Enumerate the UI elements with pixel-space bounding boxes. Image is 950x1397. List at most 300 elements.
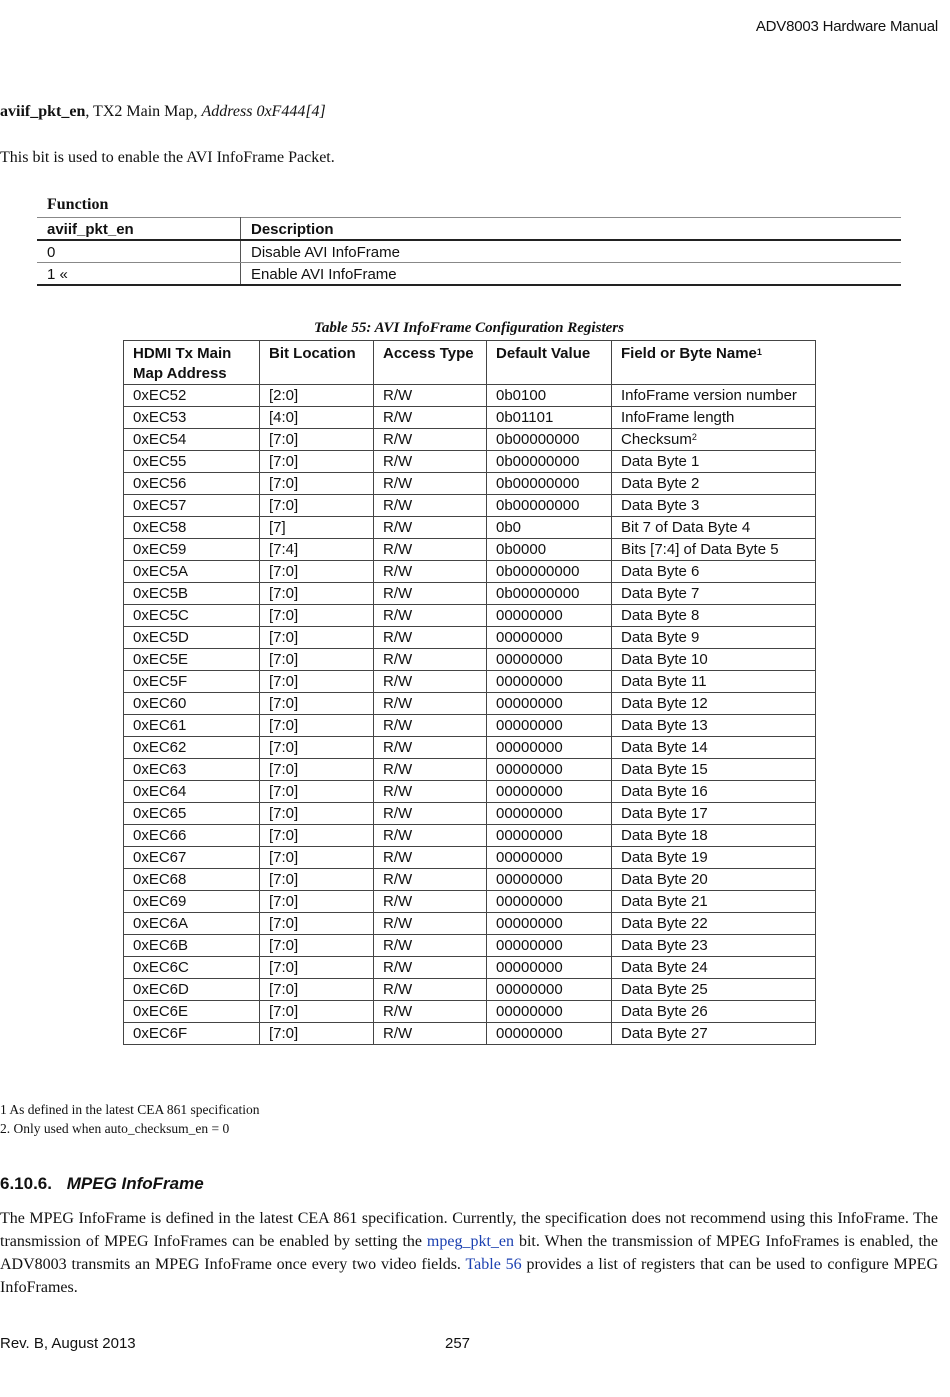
cell-field-name-text: Bit 7 of Data Byte 4 xyxy=(621,519,751,536)
table-row xyxy=(124,1001,816,1023)
paragraph-text: The MPEG InfoFrame is defined in the latest CEA 861 specification. Currently, the specification does not recommend using this InfoFrame. The transmission of MPEG InfoFrames can be enabled by setting the xyxy=(0,1210,938,1250)
section-number: 6.10.6. xyxy=(0,1174,52,1193)
cell-access-type-text: R/W xyxy=(383,739,413,756)
function-description: Enable AVI InfoFrame xyxy=(241,263,902,286)
cell-field-name-text: Data Byte 6 xyxy=(621,563,700,580)
cell-bit-location-text: [7:0] xyxy=(269,695,299,712)
cell-field-name xyxy=(612,1001,816,1023)
link-table-56[interactable]: Table 56 xyxy=(465,1256,522,1273)
cell-bit-location-text: [7:0] xyxy=(269,563,299,580)
table-row xyxy=(124,495,816,517)
cell-default-value-text: 00000000 xyxy=(496,607,563,624)
cell-access-type xyxy=(374,759,487,781)
table-row xyxy=(124,891,816,913)
cell-address xyxy=(124,517,260,539)
cell-field-name xyxy=(612,979,816,1001)
function-value: 1 « xyxy=(37,263,241,286)
cell-access-type-text: R/W xyxy=(383,519,413,536)
cell-default-value xyxy=(487,847,612,869)
cell-field-name-text: Checksum xyxy=(621,431,692,448)
header-field-name-text: Field or Byte Name xyxy=(621,345,757,362)
header-default-value: Default Value xyxy=(487,341,612,385)
cell-access-type-text: R/W xyxy=(383,695,413,712)
cell-address-text: 0xEC6A xyxy=(133,915,189,932)
cell-bit-location-text: [7:0] xyxy=(269,475,299,492)
cell-address xyxy=(124,803,260,825)
cell-address-text: 0xEC61 xyxy=(133,717,187,734)
cell-address xyxy=(124,869,260,891)
function-table-row xyxy=(37,240,901,263)
function-header-description: Description xyxy=(241,218,902,241)
cell-address-text: 0xEC5C xyxy=(133,607,189,624)
cell-field-name xyxy=(612,957,816,979)
cell-bit-location-text: [7:0] xyxy=(269,761,299,778)
cell-default-value-text: 00000000 xyxy=(496,849,563,866)
cell-field-name-text: Data Byte 14 xyxy=(621,739,708,756)
cell-access-type-text: R/W xyxy=(383,629,413,646)
cell-field-name xyxy=(612,825,816,847)
cell-address xyxy=(124,429,260,451)
cell-bit-location-text: [7:0] xyxy=(269,607,299,624)
cell-field-name-text: Data Byte 16 xyxy=(621,783,708,800)
cell-address-text: 0xEC52 xyxy=(133,387,187,404)
cell-access-type xyxy=(374,407,487,429)
cell-address-text: 0xEC62 xyxy=(133,739,187,756)
cell-field-name xyxy=(612,715,816,737)
cell-address xyxy=(124,561,260,583)
cell-field-name-text: Data Byte 2 xyxy=(621,475,700,492)
cell-access-type xyxy=(374,847,487,869)
cell-address xyxy=(124,385,260,407)
cell-bit-location-text: [7:0] xyxy=(269,871,299,888)
cell-default-value-text: 0b00000000 xyxy=(496,585,580,602)
cell-field-name xyxy=(612,539,816,561)
table-row xyxy=(124,385,816,407)
cell-field-name-text: Data Byte 17 xyxy=(621,805,708,822)
cell-field-name xyxy=(612,407,816,429)
cell-field-name xyxy=(612,517,816,539)
cell-access-type-text: R/W xyxy=(383,827,413,844)
cell-default-value-text: 00000000 xyxy=(496,673,563,690)
cell-default-value xyxy=(487,429,612,451)
cell-field-name-text: Data Byte 22 xyxy=(621,915,708,932)
cell-field-name xyxy=(612,803,816,825)
cell-field-name-text: Data Byte 10 xyxy=(621,651,708,668)
cell-field-name xyxy=(612,671,816,693)
cell-default-value-text: 0b00000000 xyxy=(496,431,580,448)
cell-field-name xyxy=(612,605,816,627)
cell-address xyxy=(124,1001,260,1023)
cell-access-type-text: R/W xyxy=(383,387,413,404)
cell-field-name xyxy=(612,737,816,759)
cell-bit-location xyxy=(260,539,374,561)
cell-access-type xyxy=(374,539,487,561)
cell-bit-location xyxy=(260,693,374,715)
cell-access-type xyxy=(374,803,487,825)
table-row xyxy=(124,913,816,935)
cell-address-text: 0xEC6D xyxy=(133,981,189,998)
table-row xyxy=(124,825,816,847)
cell-address xyxy=(124,1023,260,1045)
cell-access-type-text: R/W xyxy=(383,673,413,690)
cell-bit-location-text: [7:0] xyxy=(269,915,299,932)
cell-address-text: 0xEC69 xyxy=(133,893,187,910)
table-row xyxy=(124,693,816,715)
cell-default-value xyxy=(487,451,612,473)
table-row xyxy=(124,847,816,869)
table-row xyxy=(124,539,816,561)
cell-bit-location-text: [7:0] xyxy=(269,827,299,844)
cell-address-text: 0xEC6C xyxy=(133,959,189,976)
cell-access-type xyxy=(374,671,487,693)
link-mpeg-pkt-en[interactable]: mpeg_pkt_en xyxy=(426,1233,515,1250)
paragraph-text: provides a list of registers that can be used to configure MPEG InfoFrames. xyxy=(0,1256,939,1296)
cell-default-value xyxy=(487,561,612,583)
cell-bit-location xyxy=(260,803,374,825)
paragraph-text: bit. When the transmission of MPEG InfoFrames is enabled, the ADV8003 transmits an MPEG InfoFrame once every two video fields. xyxy=(0,1233,938,1273)
cell-address-text: 0xEC5A xyxy=(133,563,189,580)
cell-access-type-text: R/W xyxy=(383,871,413,888)
table-row xyxy=(124,451,816,473)
cell-default-value xyxy=(487,737,612,759)
cell-address xyxy=(124,671,260,693)
cell-bit-location xyxy=(260,715,374,737)
footnote-ref: 2 xyxy=(691,432,697,442)
cell-address xyxy=(124,759,260,781)
table-row xyxy=(124,1023,816,1045)
cell-default-value-text: 0b00000000 xyxy=(496,453,580,470)
cell-bit-location xyxy=(260,737,374,759)
cell-access-type xyxy=(374,781,487,803)
cell-address-text: 0xEC5D xyxy=(133,629,189,646)
cell-bit-location xyxy=(260,869,374,891)
cell-field-name-text: Data Byte 3 xyxy=(621,497,700,514)
cell-default-value-text: 0b0 xyxy=(496,519,522,536)
cell-address-text: 0xEC67 xyxy=(133,849,187,866)
table-row xyxy=(124,473,816,495)
cell-default-value xyxy=(487,583,612,605)
cell-bit-location-text: [7:0] xyxy=(269,849,299,866)
cell-access-type-text: R/W xyxy=(383,453,413,470)
cell-bit-location xyxy=(260,913,374,935)
register-map: , TX2 Main Map, xyxy=(85,103,202,120)
cell-default-value xyxy=(487,935,612,957)
cell-access-type-text: R/W xyxy=(383,893,413,910)
cell-address xyxy=(124,649,260,671)
cell-field-name xyxy=(612,1023,816,1045)
cell-default-value-text: 00000000 xyxy=(496,1025,563,1042)
cell-address-text: 0xEC66 xyxy=(133,827,187,844)
cell-bit-location xyxy=(260,759,374,781)
cell-default-value-text: 00000000 xyxy=(496,893,563,910)
cell-access-type-text: R/W xyxy=(383,431,413,448)
cell-bit-location-text: [7:0] xyxy=(269,629,299,646)
cell-bit-location xyxy=(260,517,374,539)
table-row xyxy=(124,407,816,429)
cell-default-value-text: 00000000 xyxy=(496,915,563,932)
cell-field-name xyxy=(612,495,816,517)
cell-field-name xyxy=(612,847,816,869)
cell-field-name-text: Data Byte 25 xyxy=(621,981,708,998)
cell-field-name-text: Data Byte 7 xyxy=(621,585,700,602)
cell-field-name xyxy=(612,627,816,649)
cell-access-type-text: R/W xyxy=(383,981,413,998)
cell-access-type xyxy=(374,869,487,891)
cell-field-name xyxy=(612,913,816,935)
cell-default-value xyxy=(487,715,612,737)
cell-bit-location-text: [7:0] xyxy=(269,497,299,514)
cell-address-text: 0xEC64 xyxy=(133,783,187,800)
cell-bit-location xyxy=(260,891,374,913)
cell-field-name xyxy=(612,781,816,803)
cell-access-type xyxy=(374,891,487,913)
function-table-header xyxy=(37,218,901,241)
cell-field-name xyxy=(612,451,816,473)
cell-field-name-text: Data Byte 1 xyxy=(621,453,700,470)
cell-field-name-text: Data Byte 9 xyxy=(621,629,700,646)
cell-default-value-text: 00000000 xyxy=(496,937,563,954)
cell-access-type-text: R/W xyxy=(383,497,413,514)
page-number: 257 xyxy=(445,1335,471,1352)
cell-default-value xyxy=(487,539,612,561)
cell-access-type xyxy=(374,429,487,451)
cell-default-value-text: 0b00000000 xyxy=(496,563,580,580)
cell-address-text: 0xEC5B xyxy=(133,585,189,602)
cell-address xyxy=(124,957,260,979)
cell-access-type-text: R/W xyxy=(383,409,413,426)
cell-default-value-text: 00000000 xyxy=(496,629,563,646)
table-row xyxy=(124,561,816,583)
cell-address xyxy=(124,979,260,1001)
cell-default-value xyxy=(487,891,612,913)
cell-field-name-text: Data Byte 13 xyxy=(621,717,708,734)
cell-address xyxy=(124,935,260,957)
cell-access-type-text: R/W xyxy=(383,915,413,932)
cell-bit-location xyxy=(260,649,374,671)
table-row xyxy=(124,627,816,649)
cell-bit-location xyxy=(260,1001,374,1023)
table-row xyxy=(124,803,816,825)
footnote-ref: 1 xyxy=(756,347,762,357)
cell-default-value xyxy=(487,759,612,781)
cell-bit-location-text: [7:0] xyxy=(269,1025,299,1042)
cell-field-name-text: Data Byte 18 xyxy=(621,827,708,844)
table-row xyxy=(124,671,816,693)
cell-field-name-text: Data Byte 26 xyxy=(621,1003,708,1020)
cell-field-name-text: Data Byte 21 xyxy=(621,893,708,910)
cell-address-text: 0xEC65 xyxy=(133,805,187,822)
cell-access-type xyxy=(374,935,487,957)
cell-default-value-text: 00000000 xyxy=(496,981,563,998)
cell-default-value xyxy=(487,825,612,847)
cell-address xyxy=(124,825,260,847)
cell-default-value xyxy=(487,473,612,495)
cell-bit-location xyxy=(260,473,374,495)
cell-field-name-text: Data Byte 15 xyxy=(621,761,708,778)
header-address: HDMI Tx Main Map Address xyxy=(124,341,260,385)
cell-address-text: 0xEC60 xyxy=(133,695,187,712)
cell-default-value-text: 00000000 xyxy=(496,1003,563,1020)
cell-default-value xyxy=(487,1001,612,1023)
header-bit-location: Bit Location xyxy=(260,341,374,385)
cell-field-name xyxy=(612,583,816,605)
cell-access-type-text: R/W xyxy=(383,651,413,668)
cell-bit-location xyxy=(260,825,374,847)
section-title: MPEG InfoFrame xyxy=(66,1174,204,1193)
cell-bit-location-text: [4:0] xyxy=(269,409,299,426)
footnote-2: 2. Only used when auto_checksum_en = 0 xyxy=(0,1121,230,1136)
cell-address xyxy=(124,715,260,737)
cell-address-text: 0xEC6B xyxy=(133,937,189,954)
cell-bit-location-text: [7:0] xyxy=(269,893,299,910)
footnote-1: 1 As defined in the latest CEA 861 specification xyxy=(0,1102,260,1117)
cell-access-type xyxy=(374,825,487,847)
cell-field-name xyxy=(612,473,816,495)
cell-field-name-text: Data Byte 23 xyxy=(621,937,708,954)
cell-default-value xyxy=(487,979,612,1001)
cell-access-type xyxy=(374,385,487,407)
table-caption: Table 55: AVI InfoFrame Configuration Registers xyxy=(314,320,624,336)
cell-default-value-text: 00000000 xyxy=(496,717,563,734)
cell-address-text: 0xEC57 xyxy=(133,497,187,514)
cell-default-value-text: 00000000 xyxy=(496,959,563,976)
cell-field-name-text: Bits [7:4] of Data Byte 5 xyxy=(621,541,779,558)
cell-bit-location-text: [7:0] xyxy=(269,717,299,734)
cell-default-value-text: 0b01101 xyxy=(496,409,554,426)
cell-access-type xyxy=(374,1023,487,1045)
cell-default-value xyxy=(487,671,612,693)
cell-access-type xyxy=(374,737,487,759)
cell-default-value-text: 00000000 xyxy=(496,695,563,712)
cell-default-value-text: 0b0100 xyxy=(496,387,547,404)
cell-default-value-text: 00000000 xyxy=(496,805,563,822)
cell-default-value xyxy=(487,693,612,715)
cell-default-value xyxy=(487,957,612,979)
cell-address xyxy=(124,781,260,803)
cell-field-name-text: Data Byte 20 xyxy=(621,871,708,888)
cell-default-value-text: 00000000 xyxy=(496,739,563,756)
cell-default-value xyxy=(487,803,612,825)
cell-bit-location-text: [7:4] xyxy=(269,541,299,558)
cell-address xyxy=(124,913,260,935)
cell-bit-location xyxy=(260,979,374,1001)
cell-default-value xyxy=(487,1023,612,1045)
cell-default-value xyxy=(487,495,612,517)
header-field-name xyxy=(612,341,816,385)
cell-address-text: 0xEC56 xyxy=(133,475,187,492)
cell-access-type xyxy=(374,583,487,605)
cell-bit-location-text: [7:0] xyxy=(269,453,299,470)
register-table xyxy=(123,340,816,1045)
cell-bit-location-text: [7] xyxy=(269,519,286,536)
table-row xyxy=(124,715,816,737)
cell-access-type-text: R/W xyxy=(383,849,413,866)
register-description: This bit is used to enable the AVI InfoFrame Packet. xyxy=(0,149,335,166)
cell-address xyxy=(124,737,260,759)
cell-access-type-text: R/W xyxy=(383,761,413,778)
cell-access-type xyxy=(374,495,487,517)
cell-default-value-text: 00000000 xyxy=(496,871,563,888)
cell-access-type-text: R/W xyxy=(383,607,413,624)
cell-access-type xyxy=(374,605,487,627)
table-row xyxy=(124,605,816,627)
cell-field-name xyxy=(612,891,816,913)
cell-default-value xyxy=(487,605,612,627)
cell-bit-location xyxy=(260,1023,374,1045)
cell-bit-location xyxy=(260,627,374,649)
section-paragraph xyxy=(0,1207,938,1299)
cell-address-text: 0xEC5F xyxy=(133,673,188,690)
register-table-body xyxy=(124,385,816,1045)
cell-access-type-text: R/W xyxy=(383,717,413,734)
cell-default-value-text: 0b0000 xyxy=(496,541,547,558)
cell-address-text: 0xEC6F xyxy=(133,1025,188,1042)
cell-access-type xyxy=(374,451,487,473)
cell-access-type-text: R/W xyxy=(383,1003,413,1020)
cell-bit-location-text: [7:0] xyxy=(269,783,299,800)
cell-field-name-text: Data Byte 27 xyxy=(621,1025,708,1042)
cell-address xyxy=(124,891,260,913)
cell-access-type-text: R/W xyxy=(383,541,413,558)
cell-access-type xyxy=(374,693,487,715)
cell-access-type xyxy=(374,913,487,935)
cell-field-name xyxy=(612,869,816,891)
cell-default-value-text: 0b00000000 xyxy=(496,497,580,514)
cell-field-name-text: Data Byte 24 xyxy=(621,959,708,976)
cell-default-value-text: 0b00000000 xyxy=(496,475,580,492)
cell-access-type-text: R/W xyxy=(383,585,413,602)
register-title xyxy=(0,103,326,121)
cell-field-name-text: InfoFrame version number xyxy=(621,387,797,404)
cell-bit-location xyxy=(260,781,374,803)
cell-default-value-text: 00000000 xyxy=(496,651,563,668)
cell-bit-location xyxy=(260,671,374,693)
cell-bit-location xyxy=(260,385,374,407)
cell-address-text: 0xEC59 xyxy=(133,541,187,558)
cell-address-text: 0xEC55 xyxy=(133,453,187,470)
cell-access-type-text: R/W xyxy=(383,805,413,822)
table-row xyxy=(124,583,816,605)
cell-field-name xyxy=(612,649,816,671)
section-heading xyxy=(0,1174,204,1194)
cell-field-name-text: Data Byte 12 xyxy=(621,695,708,712)
cell-default-value xyxy=(487,385,612,407)
cell-address xyxy=(124,495,260,517)
function-header-value: aviif_pkt_en xyxy=(37,218,241,241)
cell-access-type xyxy=(374,561,487,583)
cell-bit-location-text: [7:0] xyxy=(269,1003,299,1020)
cell-bit-location xyxy=(260,451,374,473)
table-row xyxy=(124,781,816,803)
cell-default-value xyxy=(487,407,612,429)
function-table xyxy=(37,217,901,286)
cell-bit-location xyxy=(260,561,374,583)
cell-bit-location-text: [7:0] xyxy=(269,981,299,998)
table-row xyxy=(124,869,816,891)
cell-bit-location xyxy=(260,847,374,869)
footer-revision: Rev. B, August 2013 xyxy=(0,1335,136,1352)
table-row xyxy=(124,517,816,539)
table-row xyxy=(124,957,816,979)
cell-access-type-text: R/W xyxy=(383,475,413,492)
cell-field-name xyxy=(612,759,816,781)
cell-bit-location xyxy=(260,605,374,627)
cell-address-text: 0xEC5E xyxy=(133,651,189,668)
function-value: 0 xyxy=(37,240,241,263)
function-table-row xyxy=(37,263,901,286)
cell-default-value xyxy=(487,781,612,803)
table-row xyxy=(124,935,816,957)
